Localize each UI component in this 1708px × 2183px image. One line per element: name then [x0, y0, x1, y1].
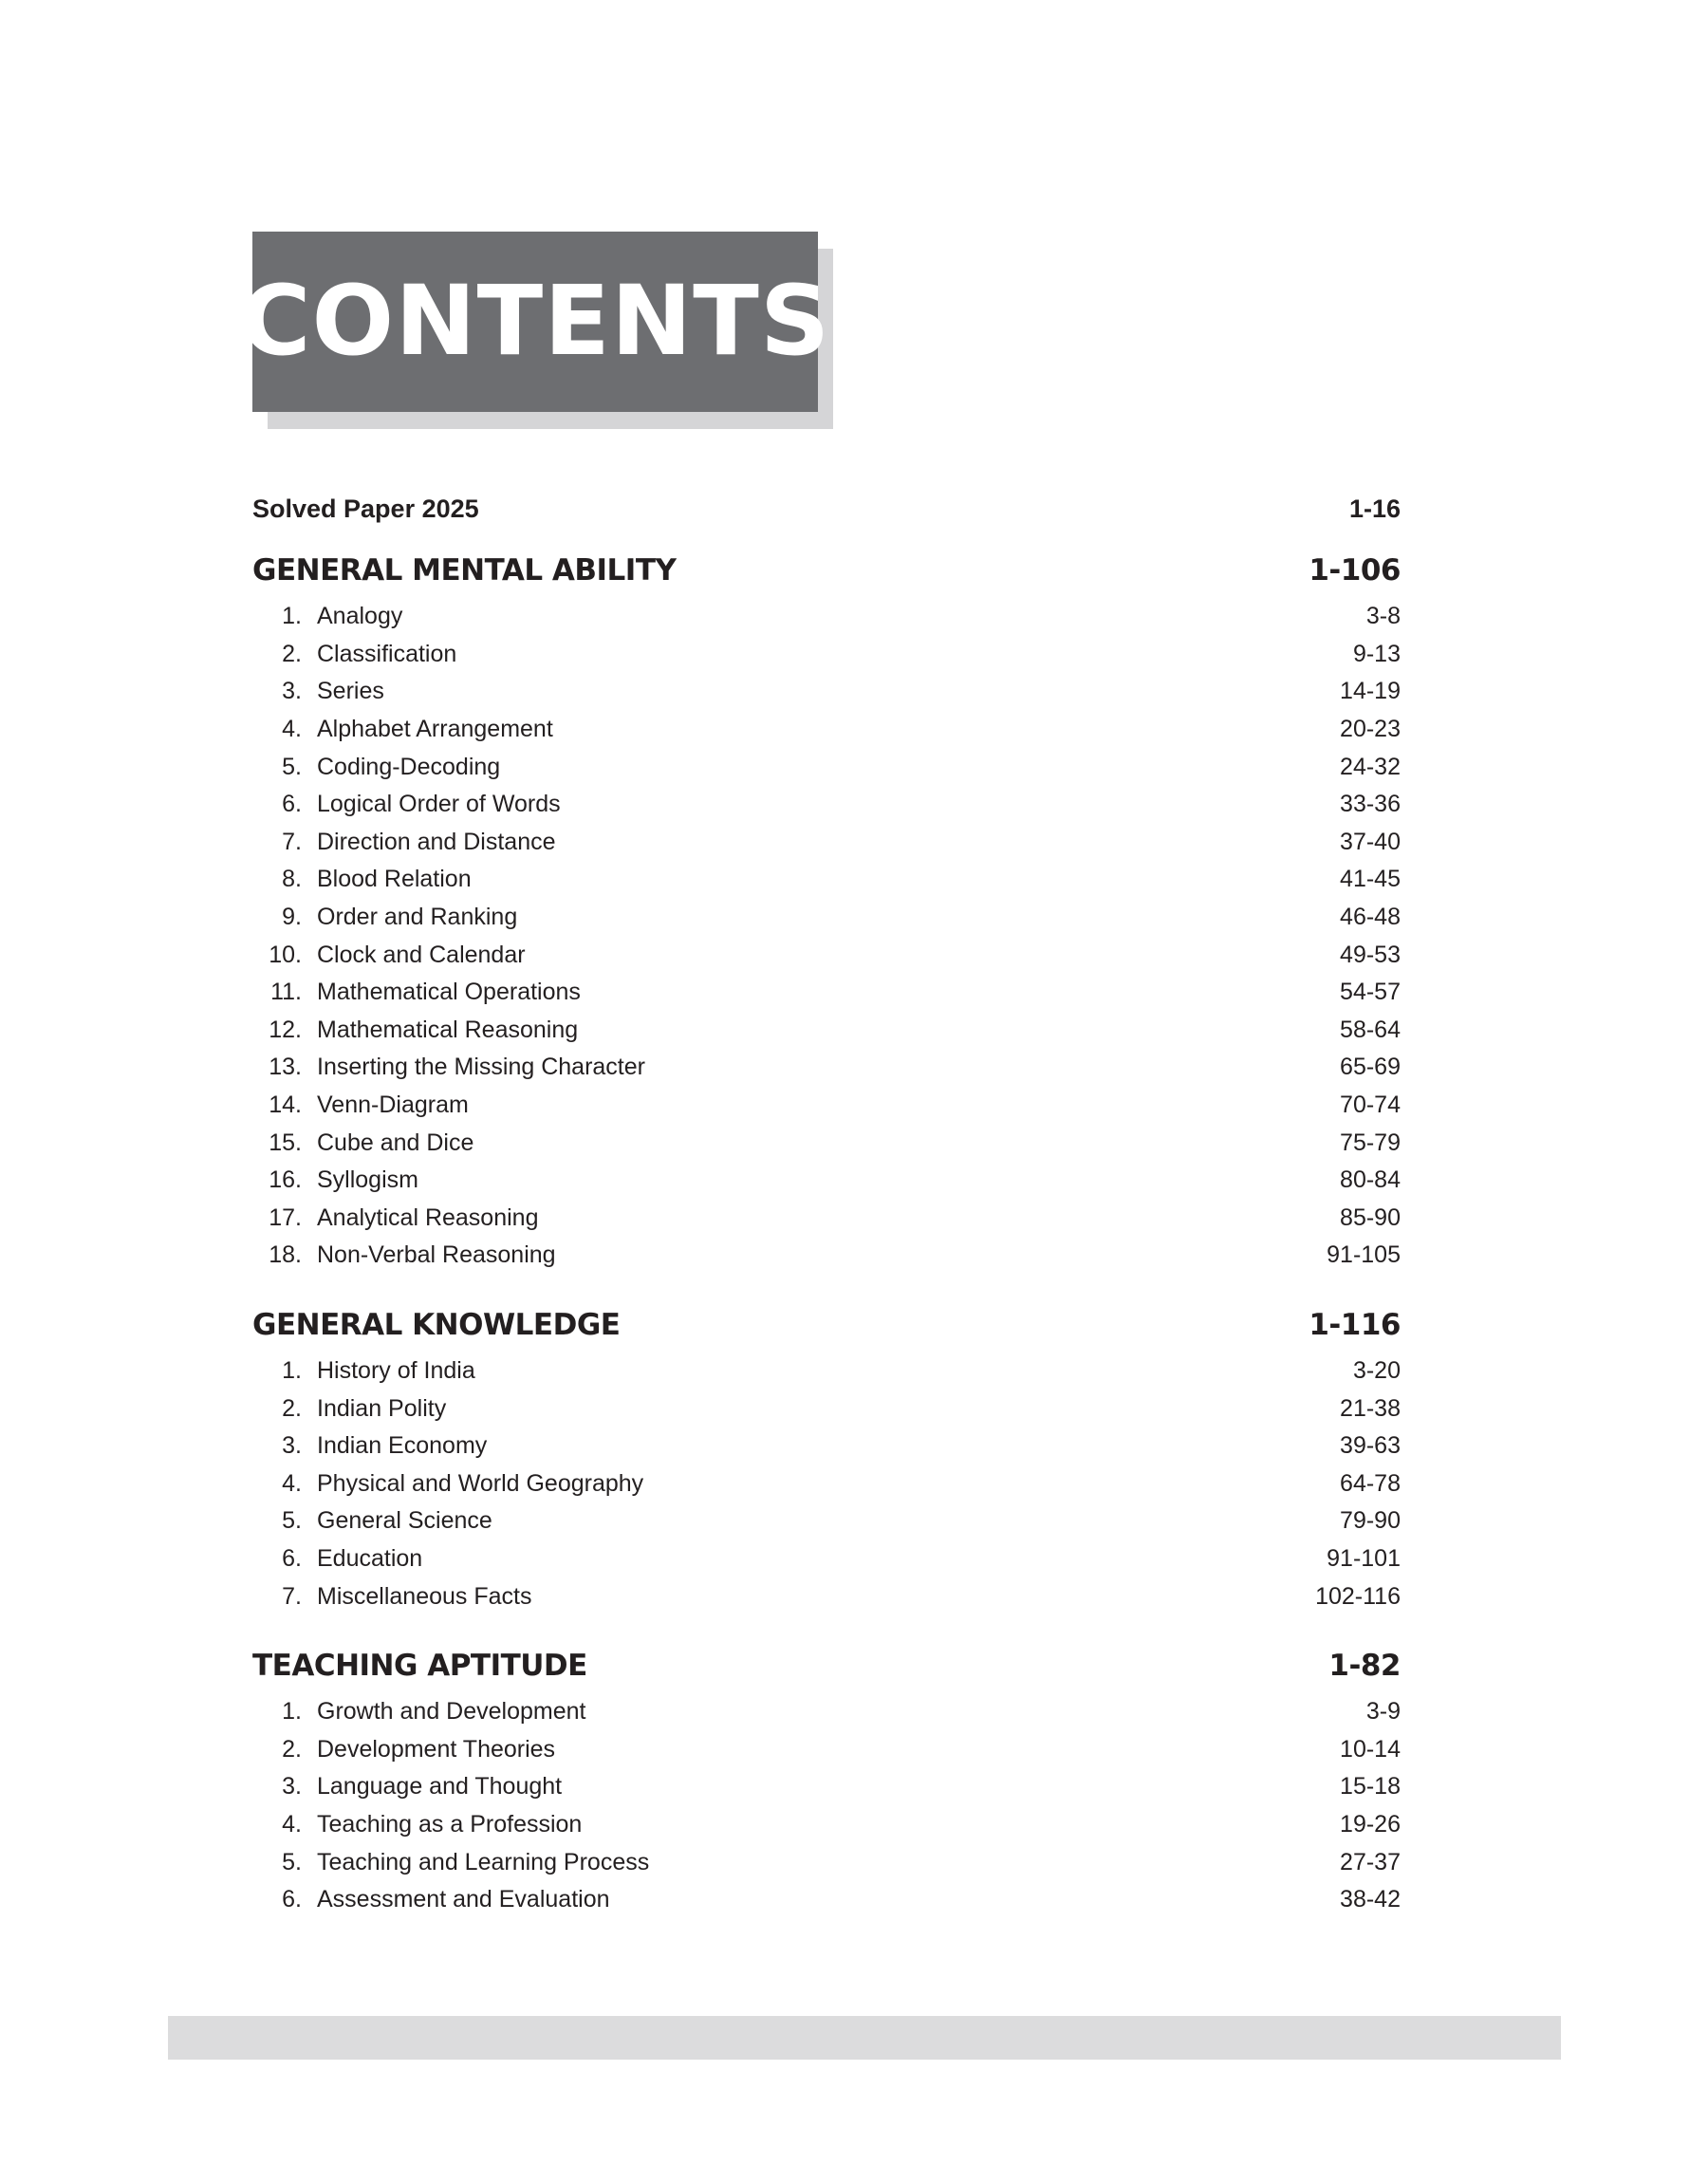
toc-entry[interactable] [252, 1730, 1401, 1768]
section-title: GENERAL MENTAL ABILITY [252, 553, 677, 588]
toc-entry-pages: 33-36 [1340, 791, 1401, 818]
toc-entry-left [252, 791, 561, 818]
toc-entry-label: Assessment and Evaluation [317, 1886, 610, 1913]
toc-entry-label: Indian Economy [317, 1432, 488, 1460]
toc-section [252, 543, 1401, 1275]
toc-entry[interactable] [252, 598, 1401, 636]
toc-entry-label: Inserting the Missing Character [317, 1054, 645, 1081]
toc-entry[interactable] [252, 1502, 1401, 1540]
toc-entry-pages: 37-40 [1340, 828, 1401, 855]
toc-entry-number: 6. [282, 1886, 302, 1913]
toc-entry-number: 17. [269, 1203, 302, 1231]
toc-entry-number: 3. [282, 678, 302, 705]
toc-entry[interactable] [252, 1124, 1401, 1162]
toc-entry-number: 6. [282, 1544, 302, 1572]
toc-entry-left [252, 1886, 610, 1913]
toc-entry[interactable] [252, 974, 1401, 1012]
toc-entry-label: Analytical Reasoning [317, 1203, 539, 1231]
toc-entry-number: 2. [282, 640, 302, 667]
toc-entry[interactable] [252, 786, 1401, 824]
toc-entry-left [252, 1583, 531, 1611]
toc-entry-left [252, 1166, 418, 1194]
toc-entry-pages: 65-69 [1340, 1054, 1401, 1081]
toc-entry-left [252, 979, 581, 1006]
toc-entry-number: 1. [282, 603, 302, 630]
toc-entry[interactable] [252, 1353, 1401, 1390]
toc-entry-left [252, 716, 553, 743]
toc-entry-pages: 49-53 [1340, 941, 1401, 968]
toc-entry-pages: 75-79 [1340, 1129, 1401, 1156]
toc-entry-label: Logical Order of Words [317, 791, 561, 818]
toc-entry-number: 8. [282, 866, 302, 893]
toc-entry-label: Clock and Calendar [317, 941, 526, 968]
toc-entry-left [252, 1545, 422, 1573]
toc-entry-pages: 46-48 [1340, 904, 1401, 931]
toc-entry-left [252, 754, 500, 781]
toc-entry-left [252, 1698, 585, 1726]
toc-entry-left [252, 904, 517, 931]
toc-entry-number: 1. [282, 1356, 302, 1384]
toc-entry-number: 16. [269, 1166, 302, 1194]
toc-entry-number: 4. [282, 1810, 302, 1838]
toc-entry-number: 5. [282, 753, 302, 780]
footer-bar [168, 2016, 1561, 2060]
toc-entry-pages: 85-90 [1340, 1203, 1401, 1231]
toc-entry-pages: 19-26 [1340, 1810, 1401, 1838]
section-title: GENERAL KNOWLEDGE [252, 1307, 621, 1342]
toc-entry-label: History of India [317, 1356, 475, 1384]
toc-entry-pages: 15-18 [1340, 1773, 1401, 1801]
toc-entry[interactable] [252, 1390, 1401, 1427]
toc-entry-pages: 3-9 [1365, 1698, 1401, 1726]
toc-entry-pages: 80-84 [1340, 1166, 1401, 1194]
toc-entry-label: Non-Verbal Reasoning [317, 1241, 556, 1269]
toc-entry-number: 1. [282, 1698, 302, 1726]
toc-entry-pages: 58-64 [1340, 1016, 1401, 1043]
toc-entry-pages: 3-8 [1365, 603, 1401, 630]
page-title: CONTENTS [239, 265, 831, 378]
toc-entry[interactable] [252, 748, 1401, 786]
toc-entry-left [252, 1017, 578, 1044]
toc-entry-number: 12. [269, 1016, 302, 1043]
toc-entry-pages: 9-13 [1352, 640, 1401, 667]
toc-entry[interactable] [252, 1768, 1401, 1806]
section-page-range: 1-82 [1328, 1648, 1401, 1683]
toc-entry[interactable] [252, 824, 1401, 862]
toc-entry-pages: 39-63 [1340, 1432, 1401, 1460]
toc-entry-label: Cube and Dice [317, 1129, 474, 1156]
toc-entry[interactable] [252, 1843, 1401, 1881]
toc-entry-number: 4. [282, 716, 302, 743]
toc-entry-number: 15. [269, 1129, 302, 1156]
toc-entry[interactable] [252, 1577, 1401, 1615]
toc-entry-number: 5. [282, 1507, 302, 1535]
toc-entry-label: Language and Thought [317, 1773, 563, 1801]
toc-entry-label: Series [317, 678, 384, 705]
toc-entry-label: Development Theories [317, 1735, 556, 1763]
toc-entry[interactable] [252, 636, 1401, 674]
toc-entry-pages: 21-38 [1340, 1394, 1401, 1422]
toc-entry-pages: 10-14 [1340, 1735, 1401, 1763]
toc-entry-number: 3. [282, 1773, 302, 1801]
toc-entry[interactable] [252, 899, 1401, 937]
toc-entry[interactable] [252, 673, 1401, 711]
toc-entry[interactable] [252, 1162, 1401, 1200]
toc-entry-left [252, 866, 472, 893]
toc-entry-left [252, 1357, 475, 1385]
toc-entry-number: 7. [282, 828, 302, 855]
toc-entry[interactable] [252, 1049, 1401, 1087]
toc-entry[interactable] [252, 861, 1401, 899]
toc-entry-pages: 14-19 [1340, 678, 1401, 705]
toc-entry-left [252, 641, 456, 668]
toc-entry-pages: 54-57 [1340, 979, 1401, 1006]
toc-entry-left [252, 1849, 649, 1876]
section-title: TEACHING APTITUDE [252, 1648, 587, 1683]
toc-entry-pages: 64-78 [1340, 1469, 1401, 1497]
section-heading[interactable] [252, 1297, 1401, 1353]
toc-entry-label: Mathematical Reasoning [317, 1016, 579, 1043]
toc-entry-pages: 27-37 [1340, 1848, 1401, 1875]
toc-entry-label: Syllogism [317, 1166, 418, 1194]
toc-entry-number: 11. [270, 979, 302, 1006]
toc-entry[interactable] [252, 1806, 1401, 1844]
toc-entry[interactable] [252, 936, 1401, 974]
toc-entry-number: 6. [282, 791, 302, 818]
toc-entry-left [252, 1054, 645, 1081]
toc-entry-label: Analogy [317, 603, 403, 630]
toc-entry-label: Direction and Distance [317, 828, 556, 855]
toc-entry-label: Alphabet Arrangement [317, 716, 553, 743]
toc-entry-left [252, 1811, 582, 1838]
toc-entry-label: Teaching as a Profession [317, 1810, 583, 1838]
toc-entry-label: Coding-Decoding [317, 753, 501, 780]
toc-entry-pages: 79-90 [1340, 1507, 1401, 1535]
solved-paper-pages: 1-16 [1348, 494, 1401, 523]
toc-entry-left [252, 942, 526, 969]
toc-entry-number: 9. [282, 904, 302, 931]
toc-entry[interactable] [252, 1427, 1401, 1465]
toc-entry-label: Blood Relation [317, 866, 472, 893]
toc-entry-label: Teaching and Learning Process [317, 1848, 650, 1875]
solved-paper-row[interactable] [252, 475, 1401, 543]
toc-entry-label: Order and Ranking [317, 904, 518, 931]
toc-entry-left [252, 1129, 473, 1157]
toc-entry[interactable] [252, 1237, 1401, 1275]
toc-entry-pages: 70-74 [1340, 1092, 1401, 1119]
toc-entry-number: 10. [269, 941, 302, 968]
toc-entry-left [252, 1507, 492, 1535]
toc-entry[interactable] [252, 1693, 1401, 1731]
toc-entry-number: 2. [282, 1735, 302, 1763]
toc-entry[interactable] [252, 711, 1401, 749]
toc-entry[interactable] [252, 1540, 1401, 1578]
toc-entry-label: Venn-Diagram [317, 1092, 469, 1119]
toc-entry-number: 7. [282, 1582, 302, 1610]
toc-entry-left [252, 1241, 556, 1269]
toc-entry-pages: 102-116 [1315, 1582, 1401, 1610]
toc-entry-left [252, 678, 384, 705]
toc-entry-number: 18. [269, 1241, 302, 1269]
toc-entry-left [252, 1470, 643, 1498]
toc-entry-label: Indian Polity [317, 1394, 447, 1422]
toc-entry-number: 4. [282, 1469, 302, 1497]
toc-entry-left [252, 1395, 446, 1423]
toc-entry[interactable] [252, 1012, 1401, 1050]
toc-entry-label: Classification [317, 640, 457, 667]
solved-paper-label: Solved Paper 2025 [252, 494, 479, 523]
toc-entry-number: 5. [282, 1848, 302, 1875]
toc-entry-number: 14. [269, 1092, 302, 1119]
toc-entry-left [252, 1432, 487, 1460]
toc-section [252, 1638, 1401, 1919]
toc-entry-label: Mathematical Operations [317, 979, 581, 1006]
toc-entry-left [252, 829, 556, 856]
toc-entry[interactable] [252, 1465, 1401, 1502]
toc-section [252, 1297, 1401, 1615]
toc-entry-left [252, 603, 402, 630]
toc-entry-label: Physical and World Geography [317, 1469, 644, 1497]
toc-entry-left [252, 1736, 555, 1763]
sections-container [252, 543, 1401, 1918]
contents-banner [239, 232, 831, 412]
toc-entry-label: Education [317, 1544, 423, 1572]
section-heading[interactable] [252, 1638, 1401, 1693]
section-page-range: 1-116 [1309, 1307, 1401, 1342]
toc-entry-pages: 20-23 [1340, 716, 1401, 743]
toc-entry-pages: 91-101 [1327, 1544, 1401, 1572]
toc-entry-number: 2. [282, 1394, 302, 1422]
toc-entry-pages: 91-105 [1327, 1241, 1401, 1269]
toc-entry[interactable] [252, 1200, 1401, 1238]
table-of-contents [252, 475, 1401, 1918]
toc-entry[interactable] [252, 1881, 1401, 1919]
toc-entry-number: 13. [269, 1054, 302, 1081]
toc-entry-left [252, 1092, 469, 1119]
toc-entry-number: 3. [282, 1432, 302, 1460]
toc-entry-left [252, 1773, 562, 1801]
toc-entry-pages: 3-20 [1352, 1356, 1401, 1384]
toc-entry-left [252, 1204, 538, 1232]
toc-entry[interactable] [252, 1087, 1401, 1125]
toc-entry-label: Miscellaneous Facts [317, 1582, 532, 1610]
section-heading[interactable] [252, 543, 1401, 598]
toc-entry-label: General Science [317, 1507, 492, 1535]
toc-entry-pages: 41-45 [1340, 866, 1401, 893]
toc-entry-pages: 24-32 [1340, 753, 1401, 780]
section-page-range: 1-106 [1309, 553, 1401, 588]
toc-entry-pages: 38-42 [1340, 1886, 1401, 1913]
toc-entry-label: Growth and Development [317, 1698, 586, 1726]
